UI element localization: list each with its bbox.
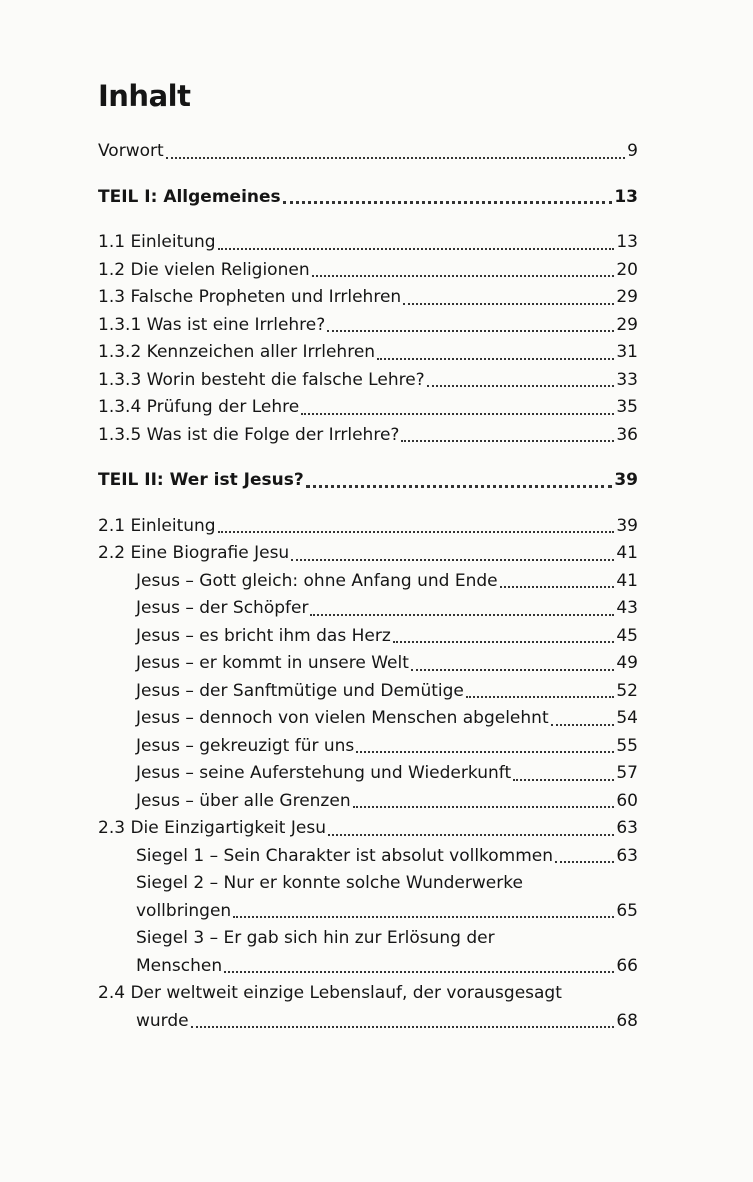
toc-entry xyxy=(98,394,638,422)
toc-subentry-page: 41 xyxy=(616,570,638,591)
toc-entry-label: 2.3 Die Einzigartigkeit Jesu xyxy=(98,818,326,838)
dot-leader xyxy=(312,274,615,277)
toc-subentry-label: Siegel 3 – Er gab sich hin zur Erlösung der xyxy=(136,928,495,948)
toc-subentry-label: Jesus – der Sanftmütige und Demütige xyxy=(136,680,464,701)
toc-entry-label: 1.3 Falsche Propheten und Irrlehren xyxy=(98,287,402,307)
toc-subentry-label: Jesus – dennoch von vielen Menschen abgelehnt xyxy=(136,708,549,728)
toc-entry-label: wurde xyxy=(136,1010,189,1031)
dot-leader xyxy=(233,915,614,918)
toc-entry-label: 1.3.3 Worin besteht die falsche Lehre? xyxy=(98,369,425,390)
toc-subentry xyxy=(98,788,638,816)
dot-leader xyxy=(401,439,614,442)
toc-subentry-label: Jesus – Gott gleich: ohne Anfang und Ende xyxy=(136,570,498,591)
toc-subentry xyxy=(98,843,638,871)
dot-leader xyxy=(328,833,614,836)
toc-subentry-page: 54 xyxy=(616,708,638,728)
toc-entry-label: 2.1 Einleitung xyxy=(98,515,216,536)
toc-entry xyxy=(98,513,638,541)
toc-entry xyxy=(98,815,638,843)
toc-entry-page: 29 xyxy=(616,287,638,307)
dot-leader xyxy=(218,530,615,533)
toc-subentry-page: 65 xyxy=(616,900,638,921)
toc-subentry-label: Jesus – gekreuzigt für uns xyxy=(136,735,355,756)
toc-subentry xyxy=(98,678,638,706)
toc-entry-label: Vorwort xyxy=(98,141,164,161)
dot-leader xyxy=(310,613,614,616)
toc-entry xyxy=(98,229,638,257)
dot-leader xyxy=(353,805,615,808)
toc-entry-label: 1.2 Die vielen Religionen xyxy=(98,259,310,280)
toc-part-page: 13 xyxy=(614,186,638,207)
toc-subentry-page: 57 xyxy=(616,763,638,783)
dot-leader xyxy=(356,750,614,753)
toc-entry-page: 20 xyxy=(616,259,638,280)
toc-subentry-label: Menschen xyxy=(136,955,223,976)
toc-entry-page: 29 xyxy=(616,314,638,335)
dot-leader xyxy=(301,412,614,415)
toc-subentry xyxy=(98,760,638,788)
toc-part-label: TEIL I: Allgemeines xyxy=(98,186,281,207)
toc-entry-page: 33 xyxy=(616,369,638,390)
toc-subentry-label: Jesus – er kommt in unsere Welt xyxy=(136,653,409,673)
dot-leader xyxy=(551,723,615,726)
toc-entry xyxy=(98,312,638,340)
toc-part-label: TEIL II: Wer ist Jesus? xyxy=(98,470,304,490)
dot-leader xyxy=(218,247,615,250)
toc-entry-page: 13 xyxy=(616,232,638,252)
toc-entry-page: 41 xyxy=(616,543,638,563)
toc-subentry-line-2 xyxy=(98,898,638,926)
toc-subentry xyxy=(98,733,638,761)
dot-leader xyxy=(377,357,614,360)
toc-subentry-label: Siegel 1 – Sein Charakter ist absolut vollkommen xyxy=(136,845,554,866)
dot-leader xyxy=(466,695,614,698)
toc-subentry-label: Jesus – der Schöpfer xyxy=(136,598,309,618)
toc-subentry xyxy=(98,650,638,678)
toc-subentry-page: 43 xyxy=(616,598,638,618)
toc-subentry-page: 49 xyxy=(616,653,638,673)
toc-subentry-label: vollbringen xyxy=(136,900,232,921)
toc-subentry-page: 52 xyxy=(616,680,638,701)
toc-subentry-line-1 xyxy=(98,870,638,898)
toc-entry-line-1 xyxy=(98,980,638,1008)
toc-entry-page: 31 xyxy=(616,342,638,362)
toc-entry xyxy=(98,339,638,367)
toc-part-1 xyxy=(98,184,638,212)
toc-entry xyxy=(98,284,638,312)
toc-subentry-page: 66 xyxy=(616,955,638,976)
toc-subentry-label: Siegel 2 – Nur er konnte solche Wunderwerke xyxy=(136,873,523,893)
toc-entry-label: 1.3.5 Was ist die Folge der Irrlehre? xyxy=(98,424,400,445)
toc-subentry-page: 55 xyxy=(616,735,638,756)
toc-entry-label: 1.3.4 Prüfung der Lehre xyxy=(98,397,300,417)
table-of-contents xyxy=(98,138,638,1035)
toc-subentry-line-2 xyxy=(98,953,638,981)
dot-leader xyxy=(403,302,614,305)
dot-leader xyxy=(291,558,614,561)
dot-leader xyxy=(513,778,614,781)
dot-leader xyxy=(306,484,613,488)
dot-leader xyxy=(283,200,613,204)
toc-subentry xyxy=(98,623,638,651)
page-title: Inhalt xyxy=(98,79,191,113)
toc-subentry-label: Jesus – über alle Grenzen xyxy=(136,790,351,811)
dot-leader xyxy=(411,668,615,671)
toc-subentry xyxy=(98,568,638,596)
toc-entry-page: 68 xyxy=(616,1010,638,1031)
toc-subentry-label: Jesus – seine Auferstehung und Wiederkunft xyxy=(136,763,512,783)
toc-subentry-page: 63 xyxy=(616,845,638,866)
toc-entry xyxy=(98,540,638,568)
toc-entry xyxy=(98,257,638,285)
toc-subentry-page: 60 xyxy=(616,790,638,811)
toc-entry-page: 39 xyxy=(616,515,638,536)
toc-entry xyxy=(98,422,638,450)
dot-leader xyxy=(224,970,614,973)
toc-subentry-line-1 xyxy=(98,925,638,953)
toc-entry-label: 2.4 Der weltweit einzige Lebenslauf, der vorausgesagt xyxy=(98,983,562,1003)
dot-leader xyxy=(166,156,626,159)
toc-entry xyxy=(98,367,638,395)
toc-subentry xyxy=(98,595,638,623)
dot-leader xyxy=(393,640,615,643)
toc-subentry xyxy=(98,705,638,733)
toc-subentry-page: 45 xyxy=(616,625,638,646)
toc-part-2 xyxy=(98,467,638,495)
toc-entry-label: 1.3.1 Was ist eine Irrlehre? xyxy=(98,314,326,335)
toc-entry-page: 63 xyxy=(616,818,638,838)
toc-entry-label: 2.2 Eine Biografie Jesu xyxy=(98,543,290,563)
toc-entry-label: 1.1 Einleitung xyxy=(98,232,216,252)
toc-entry-line-2 xyxy=(98,1008,638,1036)
toc-part-page: 39 xyxy=(614,470,638,490)
toc-entry-page: 36 xyxy=(616,424,638,445)
dot-leader xyxy=(327,329,614,332)
dot-leader xyxy=(500,585,615,588)
toc-subentry-label: Jesus – es bricht ihm das Herz xyxy=(136,625,391,646)
dot-leader xyxy=(191,1025,615,1028)
toc-entry-label: 1.3.2 Kennzeichen aller Irrlehren xyxy=(98,342,376,362)
toc-entry-page: 35 xyxy=(616,397,638,417)
toc-entry-vorwort xyxy=(98,138,638,166)
dot-leader xyxy=(555,860,614,863)
toc-entry-page: 9 xyxy=(627,141,638,161)
dot-leader xyxy=(427,384,615,387)
